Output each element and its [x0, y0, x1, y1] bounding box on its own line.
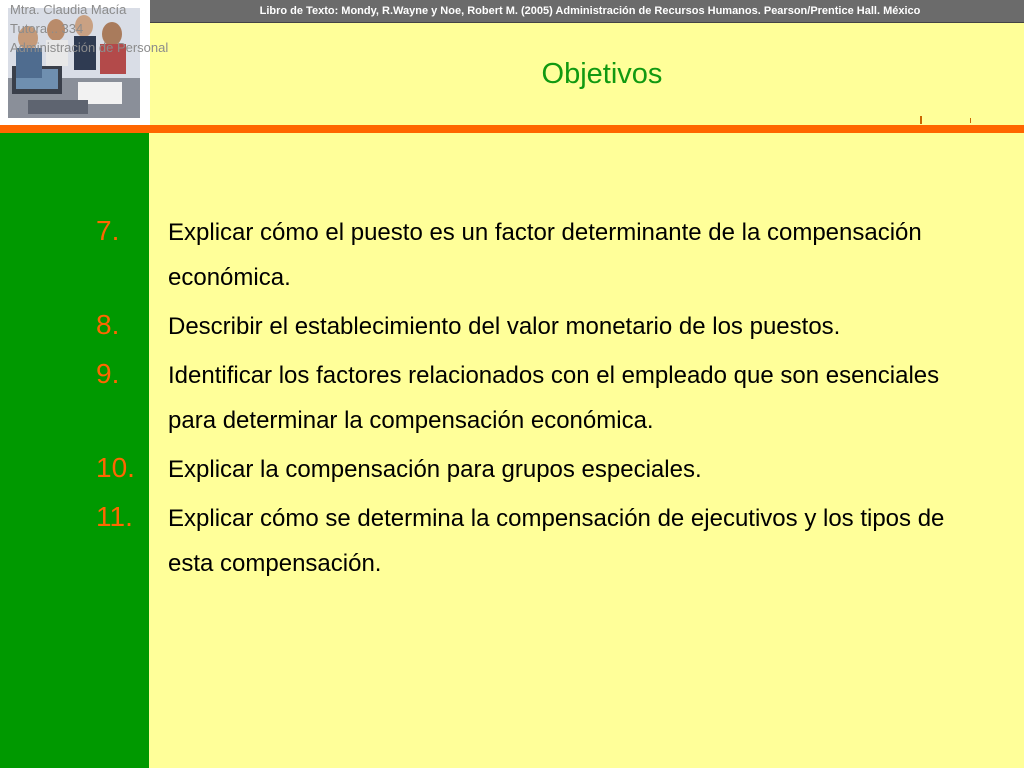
objectives-list [96, 209, 956, 589]
slide-title: Objetivos [541, 58, 663, 90]
list-item [96, 446, 956, 492]
list-item [96, 495, 956, 586]
item-number: 8. [96, 309, 120, 340]
tutor-id: Tutora .. 334 [10, 21, 84, 36]
decorative-tick [920, 116, 922, 124]
item-number: 9. [96, 358, 120, 389]
item-text: Explicar la compensación para grupos especiales. [168, 456, 702, 483]
item-text: Explicar cómo se determina la compensación de ejecutivos y los tipos de esta compensación. [168, 505, 945, 577]
item-text: Describir el establecimiento del valor monetario de los puestos. [168, 313, 841, 340]
list-item [96, 209, 956, 300]
decorative-tick [970, 118, 971, 123]
item-text: Identificar los factores relacionados con el empleado que son esenciales para determinar la compensación económica. [168, 362, 940, 434]
item-text: Explicar cómo el puesto es un factor determinante de la compensación económica. [168, 219, 922, 291]
source-citation-bar [150, 0, 1024, 23]
source-citation-text: Libro de Texto: Mondy, R.Wayne y Noe, Robert M. (2005) Administración de Recursos Humanos. Pearson/Prentice Hall. México [259, 5, 921, 17]
course-name: Administración de Personal [10, 40, 169, 55]
item-number: 7. [96, 215, 120, 246]
list-item [96, 303, 956, 349]
item-number: 10. [96, 452, 135, 483]
list-item [96, 352, 956, 443]
header-divider [0, 125, 1024, 133]
item-number: 11. [96, 501, 133, 532]
instructor-name: Mtra. Claudia Macía [10, 2, 127, 17]
course-meta [10, 0, 168, 57]
